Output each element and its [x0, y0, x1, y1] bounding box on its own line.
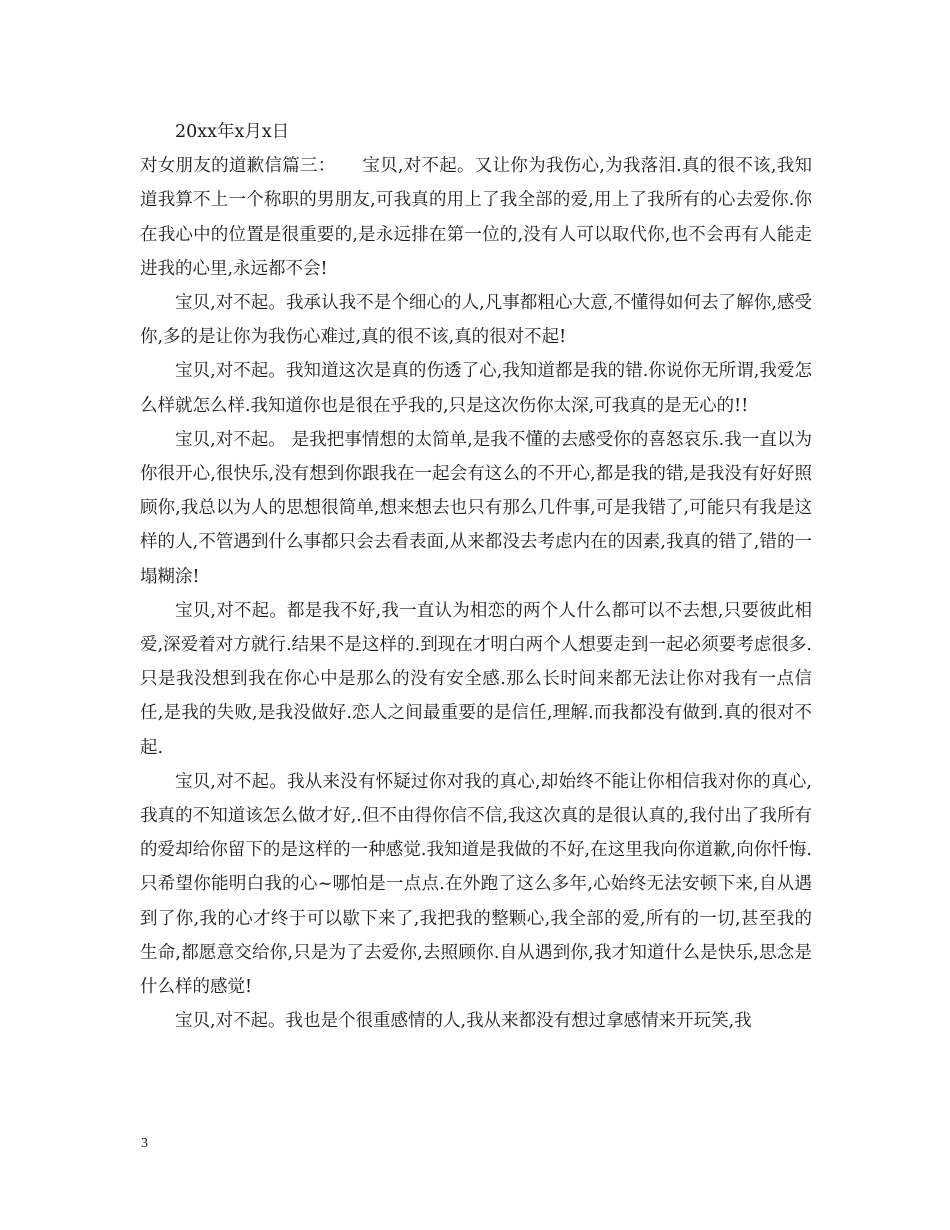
paragraph: 宝贝,对不起。我承认我不是个细心的人,凡事都粗心大意,不懂得如何去了解你,感受你,多的是让你为我伤心难过,真的很不该,真的很对不起!: [140, 293, 812, 348]
paragraph-heading-intro: 对女朋友的道歉信篇三： 宝贝,对不起。又让你为我伤心,为我落泪.真的很不该,我知道我算不上一个称职的男朋友,可我真的用上了我全部的爱,用上了我所有的心去爱你.你在我心中的位置是很重要的,是永远排在第一位的,没有人可以取代你,也不会再有人能走进我的心里,永远都不会!: [140, 156, 812, 279]
paragraph: 宝贝,对不起。我从来没有怀疑过你对我的真心,却始终不能让你相信我对你的真心,我真的不知道该怎么做才好,.但不由得你信不信,我这次真的是很认真的,我付出了我所有的爱却给你留下的是这样的一种感觉.我知道是我做的不好,在这里我向你道歉,向你忏悔.只希望你能明白我的心~哪怕是一点点.在外跑了这么多年,心始终无法安顿下来,自从遇到了你,我的心才终于可以歇下来了,我把我的整颗心,我全部的爱,所有的一切,甚至我的生命,都愿意交给你,只是为了去爱你,去照顾你.自从遇到你,我才知道什么是快乐,思念是什么样的感觉!: [140, 771, 812, 998]
paragraph: 宝贝,对不起。 是我把事情想的太简单,是我不懂的去感受你的喜怒哀乐.我一直以为你很开心,很快乐,没有想到你跟我在一起会有这么的不开心,都是我的错,是我没有好好照顾你,我总以为人的思想很简单,想来想去也只有那么几件事,可是我错了,可能只有我是这样的人,不管遇到什么事都只会去看表面,从来都没去考虑内在的因素,我真的错了,错的一塌糊涂!: [140, 429, 812, 587]
date-line: 20xx年x月x日: [175, 122, 290, 142]
paragraph: 宝贝,对不起。我知道这次是真的伤透了心,我知道都是我的错.你说你无所谓,我爱怎么样就怎么样.我知道你也是很在乎我的,只是这次伤你太深,可我真的是无心的!!: [140, 361, 812, 416]
letter-body: [140, 115, 812, 1038]
paragraph: 宝贝,对不起。我也是个很重感情的人,我从来都没有想过拿感情来开玩笑,我: [175, 1011, 752, 1032]
paragraph: 宝贝,对不起。都是我不好,我一直认为相恋的两个人什么都可以不去想,只要彼此相爱,深爱着对方就行.结果不是这样的.到现在才明白两个人想要走到一起必须要考虑很多.只是我没想到我在你心中是那么的没有安全感.那么长时间来都无法让你对我有一点信任,是我的失败,是我没做好.恋人之间最重要的是信任,理解.而我都没有做到.真的很对不起.: [140, 600, 812, 758]
page-number: 3: [141, 1136, 148, 1151]
